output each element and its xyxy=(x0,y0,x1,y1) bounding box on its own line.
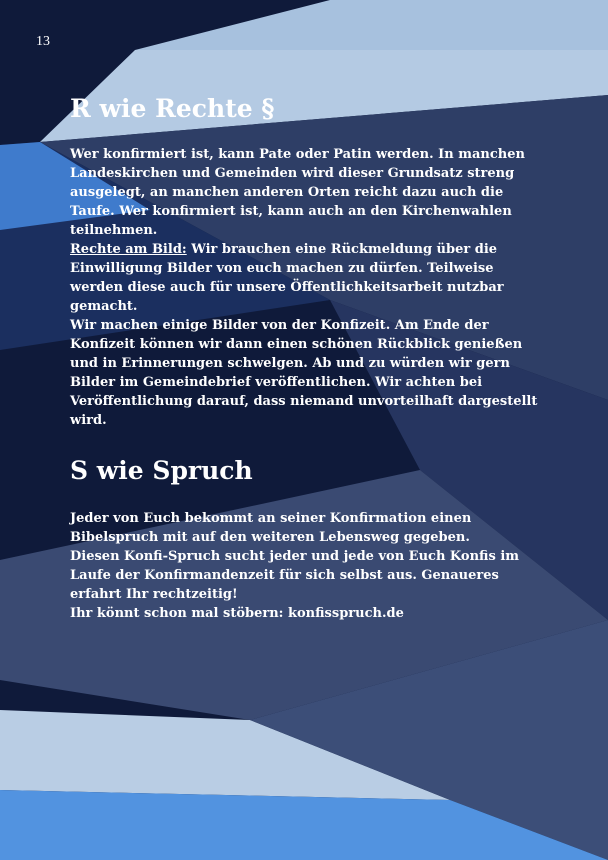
heading-rechte: R wie Rechte § xyxy=(70,94,275,123)
heading-spruch: S wie Spruch xyxy=(70,456,253,485)
rechte-paragraph-1: Wer konfirmiert ist, kann Pate oder Patin werden. In manchen Landeskirchen und Gemeinden wird dieser Grundsatz streng ausgelegt, an manchen anderen Orten reicht dazu auch die Taufe. Wer konfirmiert ist, kann auch an den Kirchenwahlen teilnehmen. xyxy=(70,147,525,238)
spruch-body xyxy=(70,509,550,623)
section-spruch xyxy=(70,454,550,623)
rechte-paragraph-3: Wir machen einige Bilder von der Konfizeit. Am Ende der Konfizeit können wir dann einen schönen Rückblick genießen und in Erinnerungen schwelgen. Ab und zu würden wir gern Bilder im Gemeindebrief veröffentlichen. Wir achten bei Veröffentlichung darauf, dass niemand unvorteilhaft dargestellt wird. xyxy=(70,318,538,428)
spruch-paragraph-3: Ihr könnt schon mal stöbern: konfisspruch.de xyxy=(70,606,404,621)
rechte-am-bild-text: Wir brauchen eine Rückmeldung über die Einwilligung Bilder von euch machen zu dürfen. Teilweise werden diese auch für unsere Öffentlichkeitsarbeit nutzbar gemacht. xyxy=(70,242,504,314)
page-number: 13 xyxy=(36,34,50,49)
section-rechte xyxy=(70,92,550,430)
content-column xyxy=(70,92,550,623)
rechte-am-bild-label: Rechte am Bild: xyxy=(70,242,187,257)
rechte-paragraph-2 xyxy=(70,240,550,316)
spruch-paragraph-1: Jeder von Euch bekommt an seiner Konfirmation einen Bibelspruch mit auf den weiteren Lebensweg gegeben. xyxy=(70,511,472,545)
spruch-paragraph-2: Diesen Konfi-Spruch sucht jeder und jede von Euch Konfis im Laufe der Konfirmandenzeit für sich selbst aus. Genaueres erfahrt Ihr rechtzeitig! xyxy=(70,549,520,602)
rechte-body xyxy=(70,145,550,430)
